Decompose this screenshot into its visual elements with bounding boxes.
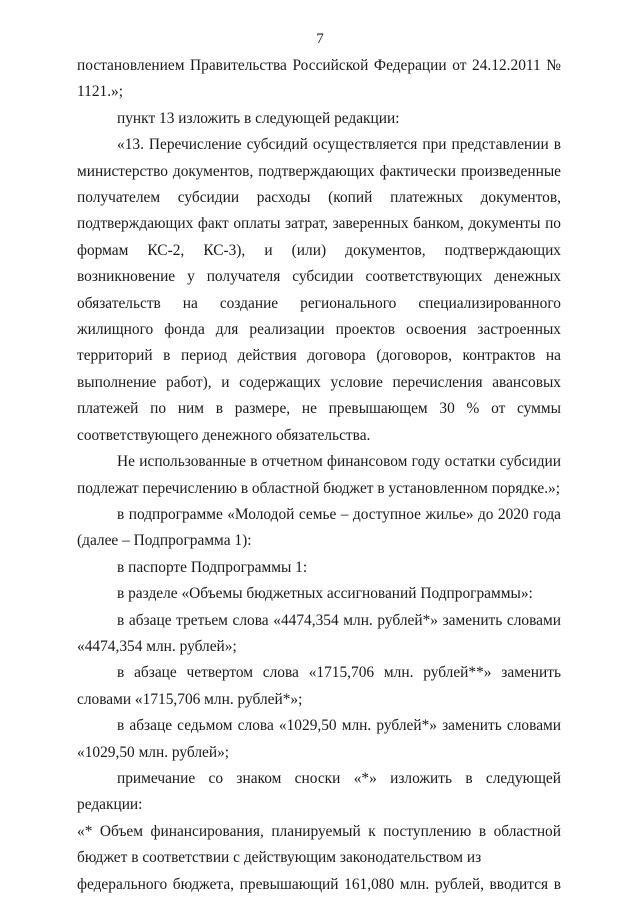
paragraph-passport: в паспорте Подпрограммы 1: — [117, 558, 308, 576]
document-body — [77, 53, 561, 898]
paragraph-footnote-note: примечание со знаком сноски «*» изложить в следующей редакции: — [77, 769, 561, 814]
paragraph-decree-reference: постановлением Правительства Российской Федерации от 24.12.2011 № 1121.»; — [77, 57, 561, 101]
paragraph-footnote-continuation: федерального бюджета, превышающий 161,080 млн. рублей, вводится в — [77, 875, 561, 893]
paragraph-subprogram-1: в подпрограмме «Молодой семье – доступное жилье» до 2020 года (далее – Подпрограмма 1): — [77, 505, 561, 550]
paragraph-footnote-text: «* Объем финансирования, планируемый к поступлению в областной бюджет в соответствии с действующим законодательством из — [77, 822, 561, 867]
page-number: 7 — [316, 31, 324, 47]
paragraph-third-clause: в абзаце третьем слова «4474,354 млн. рублей*» заменить словами «4474,354 млн. рублей»; — [77, 611, 561, 655]
paragraph-point-13-text: «13. Перечисление субсидий осуществляется при представлении в министерство документов, подтверждающих фактически произведенные получателем субсидии расходы (копий платежных документов, подтверждающих факт оплаты затрат, заверенных банком, документы по формам КС-2, КС-3), и (или) документов, подтверждающих возникновение у получателя субсидии соответствующих денежных обязательств на создание регионального специализированного жилищного фонда для реализации проектов освоения застроенных территорий в период действия договора (договоров, контрактов на выполнение работ), и содержащих условие перечисления авансовых платежей по ним в размере, не превышающем 30 % от суммы соответствующего денежного обязательства. — [77, 136, 561, 444]
paragraph-fourth-clause: в абзаце четвертом слова «1715,706 млн. рублей**» заменить словами «1715,706 млн. рублей*»; — [77, 664, 561, 708]
paragraph-seventh-clause: в абзаце седьмом слова «1029,50 млн. рублей*» заменить словами «1029,50 млн. рублей»; — [77, 717, 561, 761]
paragraph-point-13-intro: пункт 13 изложить в следующей редакции: — [117, 109, 400, 127]
paragraph-unused-balances: Не использованные в отчетном финансовом году остатки субсидии подлежат перечислению в областной бюджет в установленном порядке.»; — [77, 453, 561, 497]
paragraph-budget-section: в разделе «Объемы бюджетных ассигнований Подпрограммы»: — [117, 585, 533, 603]
